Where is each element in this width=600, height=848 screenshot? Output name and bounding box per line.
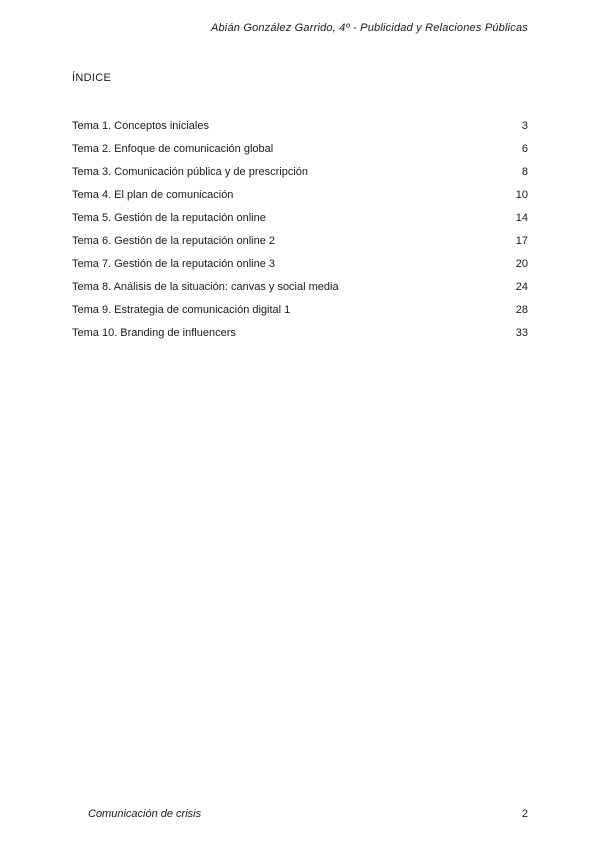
toc-entry-page: 28: [515, 304, 528, 316]
toc-entry-label: Tema 2. Enfoque de comunicación global: [72, 143, 274, 155]
toc-entry-label: Tema 9. Estrategia de comunicación digital 1: [72, 304, 291, 316]
toc-title: ÍNDICE: [72, 72, 112, 84]
toc-entry-page: 10: [515, 189, 528, 201]
footer-title: Comunicación de crisis: [88, 808, 202, 820]
toc-entry-label: Tema 8. Análisis de la situación: canvas y social media: [72, 281, 339, 293]
toc-entry-6[interactable]: [72, 231, 528, 254]
toc-entry-1[interactable]: [72, 116, 528, 139]
page-header: Abián González Garrido, 4º - Publicidad y Relaciones Públicas: [210, 22, 528, 34]
toc-entry-2[interactable]: [72, 139, 528, 162]
toc-entry-label: Tema 7. Gestión de la reputación online 3: [72, 258, 276, 270]
toc-entry-label: Tema 6. Gestión de la reputación online 2: [72, 235, 276, 247]
footer-page-number: 2: [521, 808, 528, 820]
toc-entry-page: 3: [521, 120, 528, 132]
toc-entry-label: Tema 4. El plan de comunicación: [72, 189, 234, 201]
toc-entry-page: 20: [515, 258, 528, 270]
toc-entry-page: 17: [515, 235, 528, 247]
toc-entry-5[interactable]: [72, 208, 528, 231]
toc-entry-page: 6: [521, 143, 528, 155]
toc-entry-page: 14: [515, 212, 528, 224]
toc-entry-page: 8: [521, 166, 528, 178]
toc-entry-8[interactable]: [72, 277, 528, 300]
toc-entry-label: Tema 10. Branding de influencers: [72, 327, 236, 339]
toc-entry-page: 33: [515, 327, 528, 339]
toc-entry-10[interactable]: [72, 323, 528, 346]
table-of-contents: [72, 116, 528, 346]
toc-entry-9[interactable]: [72, 300, 528, 323]
toc-entry-label: Tema 3. Comunicación pública y de prescripción: [72, 166, 309, 178]
toc-entry-label: Tema 5. Gestión de la reputación online: [72, 212, 266, 224]
toc-entry-3[interactable]: [72, 162, 528, 185]
toc-entry-label: Tema 1. Conceptos iniciales: [72, 120, 209, 132]
toc-entry-page: 24: [515, 281, 528, 293]
toc-entry-7[interactable]: [72, 254, 528, 277]
toc-entry-4[interactable]: [72, 185, 528, 208]
